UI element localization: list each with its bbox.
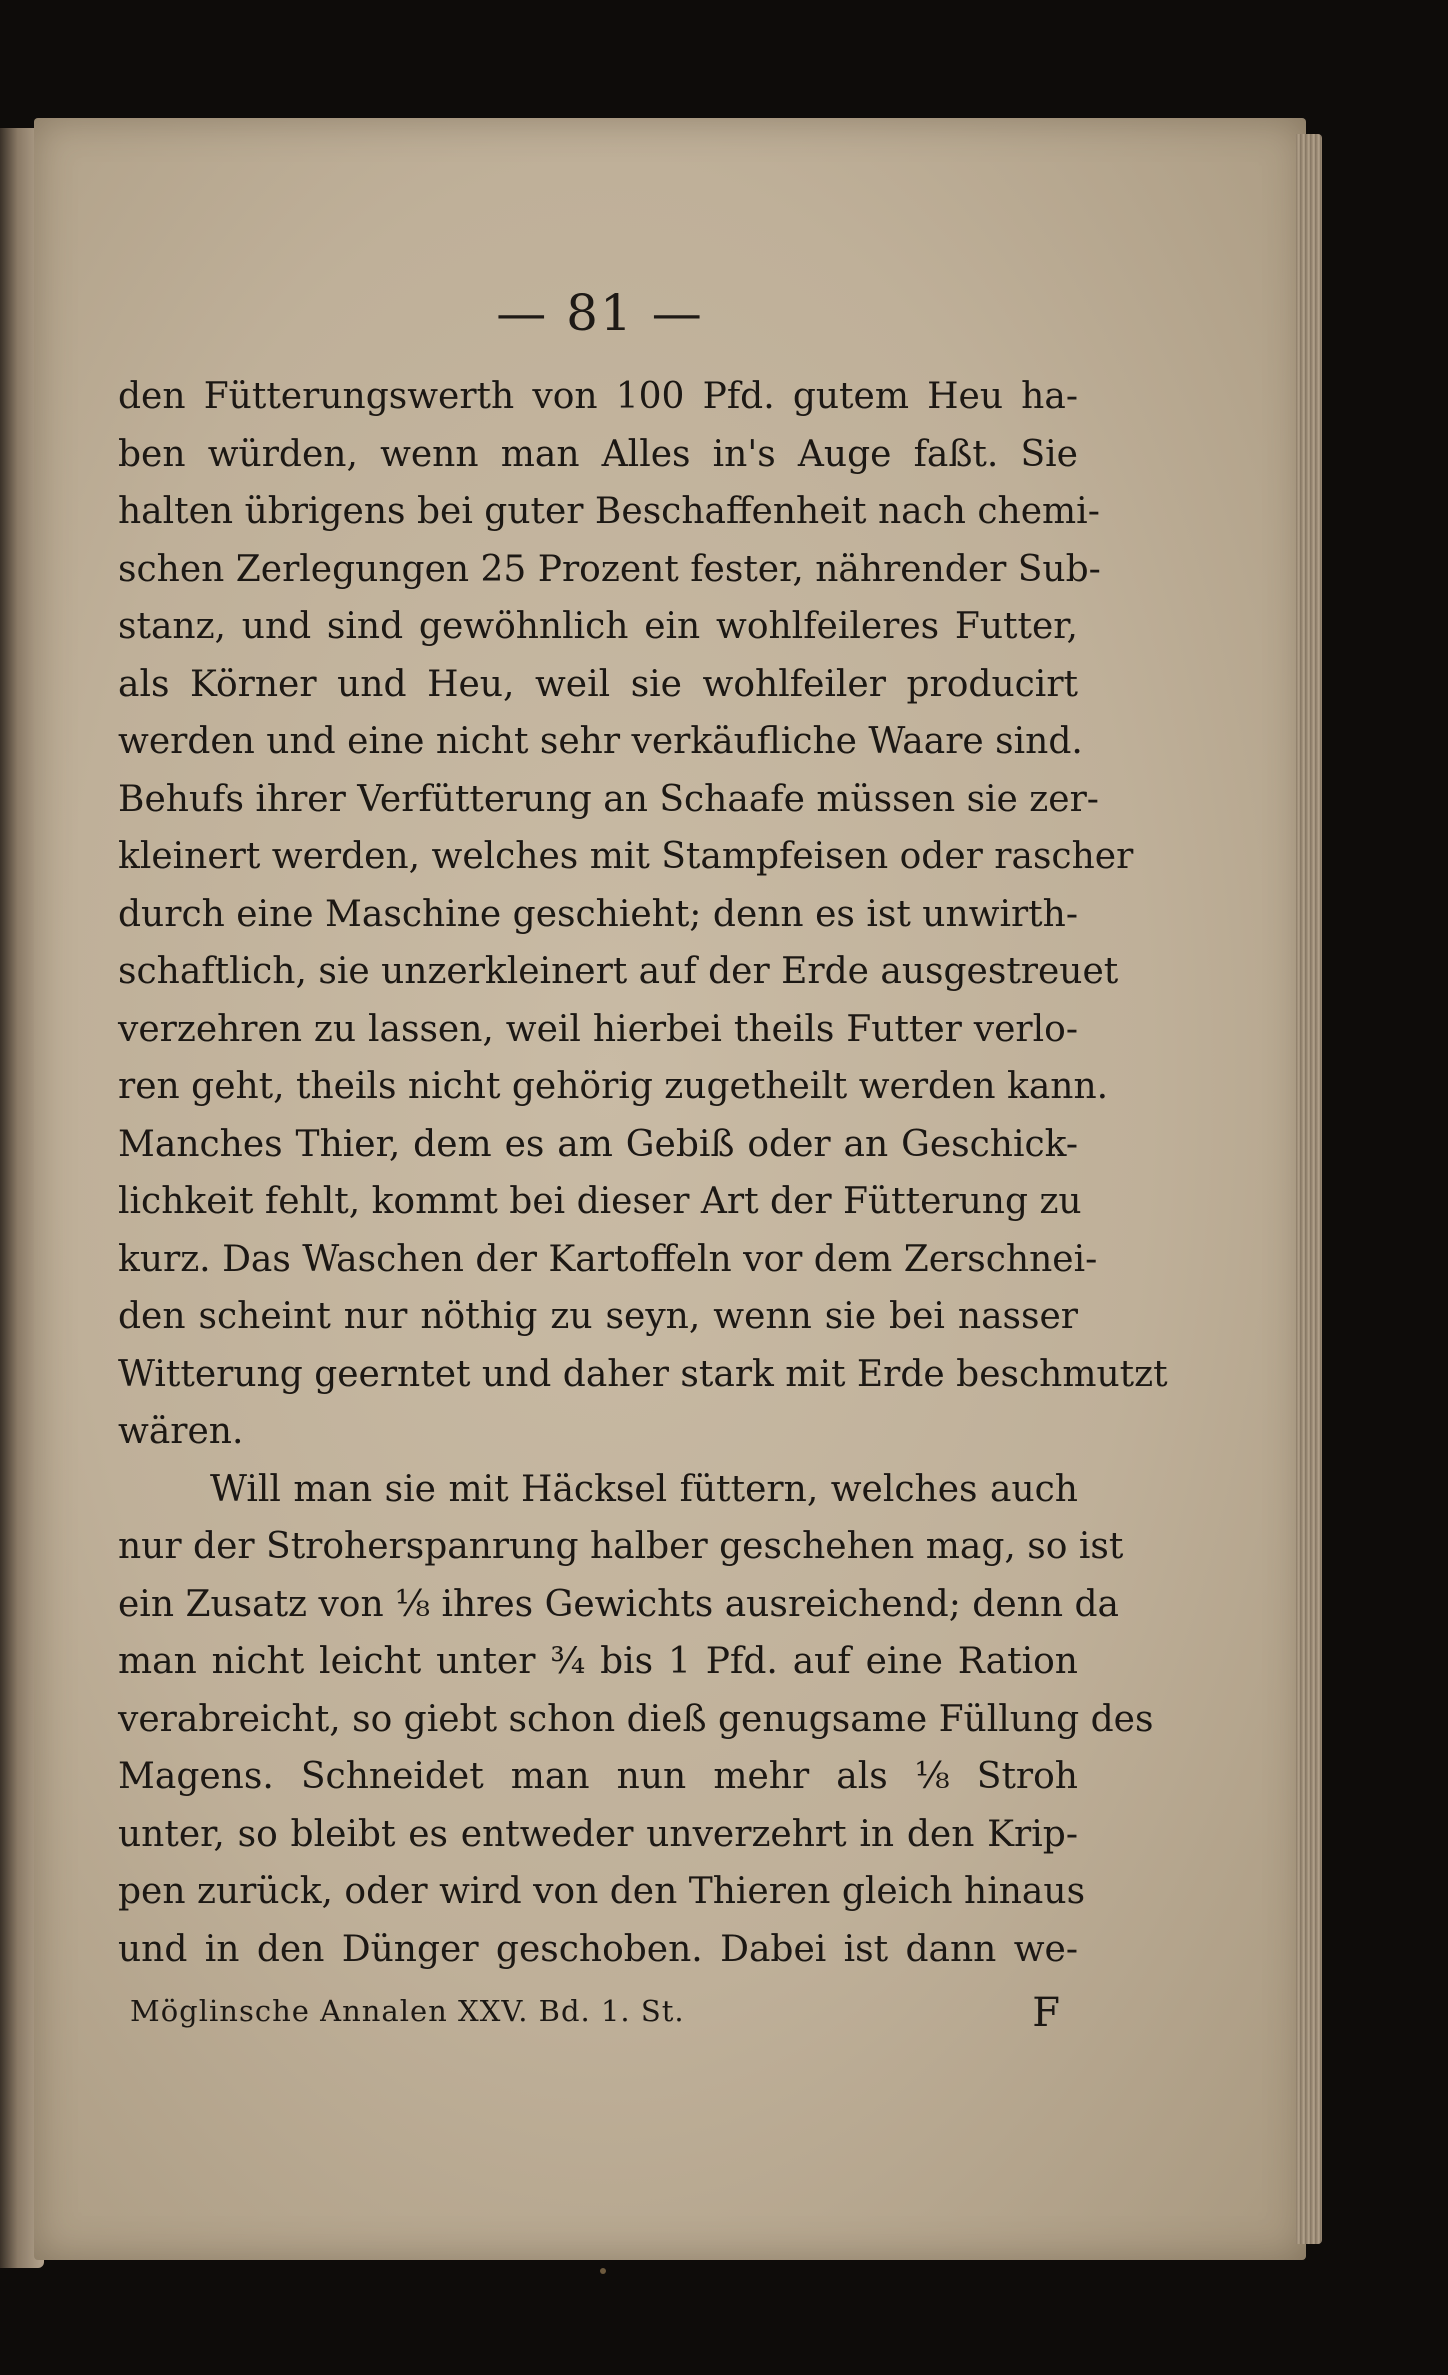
text-line: halten übrigens bei guter Beschaffenheit nach chemi-: [118, 491, 1100, 532]
text-line: pen zurück, oder wird von den Thieren gleich hinaus: [118, 1871, 1086, 1912]
signature-line: Möglinsche Annalen XXV. Bd. 1. St.: [130, 1994, 685, 2028]
body-text: [118, 368, 1168, 1978]
text-line: kurz. Das Waschen der Kartoffeln vor dem Zerschnei-: [118, 1238, 1098, 1280]
text-line: Witterung geerntet und daher stark mit Erde beschmutzt: [118, 1353, 1168, 1395]
text-line: Magens. Schneidet man nun mehr als ⅛ Stroh: [118, 1756, 1078, 1797]
text-line: werden und eine nicht sehr verkäufliche Waare sind.: [118, 721, 1083, 762]
text-line: nur der Stroherspanrung halber geschehen mag, so ist: [118, 1526, 1124, 1567]
text-line: schaftlich, sie unzerkleinert auf der Erde ausgestreuet: [118, 951, 1119, 992]
page-stack-edge: [1296, 134, 1322, 2244]
page-footer: [130, 1990, 1090, 2044]
text-line: ren geht, theils nicht gehörig zugetheilt werden kann.: [118, 1066, 1109, 1107]
scan-speck: [600, 2268, 606, 2274]
text-line: Behufs ihrer Verfütterung an Schaafe müssen sie zer-: [118, 778, 1099, 820]
text-line: verzehren zu lassen, weil hierbei theils Futter verlo-: [118, 1008, 1078, 1050]
text-line: schen Zerlegungen 25 Prozent fester, nährender Sub-: [118, 548, 1101, 590]
text-line: stanz, und sind gewöhnlich ein wohlfeileres Futter,: [118, 606, 1078, 647]
text-line: durch eine Maschine geschieht; denn es ist unwirth-: [118, 893, 1078, 935]
text-line: verabreicht, so giebt schon dieß genugsame Füllung des: [118, 1698, 1154, 1740]
text-line-paragraph-start: Will man sie mit Häcksel füttern, welches auch: [210, 1468, 1078, 1510]
text-line: und in den Dünger geschoben. Dabei ist dann we-: [118, 1928, 1078, 1970]
text-line: ein Zusatz von ⅛ ihres Gewichts ausreichend; denn da: [118, 1583, 1119, 1625]
sheet-signature-mark: F: [1032, 1990, 1060, 2036]
text-line: unter, so bleibt es entweder unverzehrt in den Krip-: [118, 1813, 1078, 1855]
text-line: wären.: [118, 1411, 244, 1452]
text-line: kleinert werden, welches mit Stampfeisen oder rascher: [118, 836, 1134, 877]
text-line: man nicht leicht unter ¾ bis 1 Pfd. auf eine Ration: [118, 1641, 1078, 1682]
text-line: den scheint nur nöthig zu seyn, wenn sie bei nasser: [118, 1296, 1078, 1337]
text-line: lichkeit fehlt, kommt bei dieser Art der Fütterung zu: [118, 1181, 1082, 1222]
text-line: als Körner und Heu, weil sie wohlfeiler producirt: [118, 663, 1078, 705]
page-number-header: — 81 —: [496, 284, 704, 342]
text-line: Manches Thier, dem es am Gebiß oder an Geschick-: [118, 1123, 1078, 1165]
text-line: den Fütterungswerth von 100 Pfd. gutem Heu ha-: [118, 376, 1078, 417]
text-line: ben würden, wenn man Alles in's Auge faßt. Sie: [118, 433, 1078, 475]
